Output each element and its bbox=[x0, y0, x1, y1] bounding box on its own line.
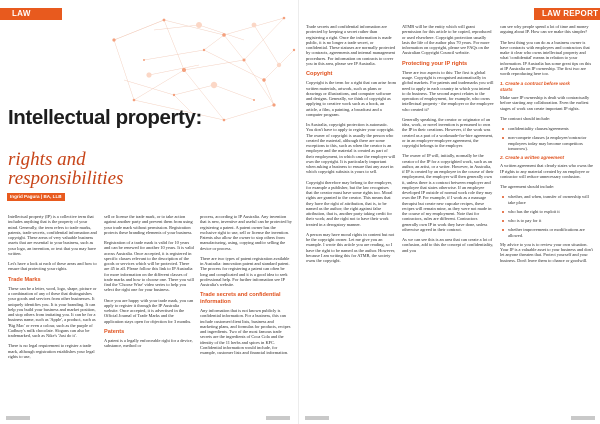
paragraph: There is no legal requirement to register a trade mark, although registration establishes your legal rights to use, bbox=[8, 343, 95, 359]
author-byline: Ingrid Pagura | BA, LLB bbox=[7, 193, 65, 201]
paragraph: In Australia, copyright protection is automatic. You don't have to apply to register your copyright. The owner of copyright is usually the person who created the material, although there are some exceptions to this, such as when the creator is an employee and the material is created as part of their employment, in which case the employer will own the copyright. It is particularly important when asking a business to ensure that any asset in which copyright subsists is yours to sell. bbox=[306, 122, 396, 175]
section-heading: Trade Marks bbox=[8, 276, 41, 283]
footer-mark bbox=[266, 416, 290, 420]
paragraph: Let's have a look at each of these areas and how to ensure that protecting your rights. bbox=[8, 261, 97, 272]
section-heading: Copyright bbox=[306, 71, 333, 77]
bullet-list bbox=[500, 126, 594, 151]
paragraph: Intellectual property (IP) is a collective term that includes anything that is the property of your mind. Generally, the term refers to trade marks, patents, trade secrets, confidential information and copyright. These areas of very valuable business assets that are essential to your business, such as your logo, an invention, or text that you may have written. bbox=[8, 214, 97, 256]
heading-line: information bbox=[200, 298, 231, 305]
article-title: Intellectual property: bbox=[8, 106, 202, 129]
right-page bbox=[301, 0, 600, 424]
paragraph: Registration of a trade mark is valid for 10 years and can be renewed for another 10 years. It is valid across Australia. Once accepted, it is registered in specific classes relevant to the description of the goods or services which will be protected. There are 45 in all. Please follow this link to IP Australia for more information on the different classes of trade marks and how to choose one. There you will find the 'Choose Wise' video series to help you select the right one for your business. bbox=[104, 240, 194, 293]
paragraph: The agreement should include: bbox=[500, 184, 555, 190]
column-3 bbox=[200, 214, 292, 360]
column-4 bbox=[306, 24, 396, 268]
list-item: non-compete clauses (a employee/contractor employees today may become competitors tomorrow). bbox=[500, 135, 594, 151]
paragraph: Once you are happy with your trade mark, you can apply to register it through the IP Australia website. Once accepted, it is advertised in the Official Journal of Trade Marks and the application stays open for objection for 3 months. bbox=[104, 297, 194, 324]
paragraph: Any information that is not known publicly is confidential information. For a business, this can include customer/client lists, business and marketing plans, and formulas for products, recipes and ingredients. Two of the most famous trade secrets are the ingredients of Coca Cola and the identity of the 11 herbs and spices in KFC. Confidential information would include, for example, customer lists and financial information. bbox=[200, 308, 291, 356]
paragraph: The best thing you can do as a business owner is have contracts with employees and contractors that make it clear who owns intellectual property and what 'confidential' means in relation to your information. IP Australia has some great tips on this at IP Australia on IP ownership. The first two are worth reproducing here too. bbox=[500, 39, 592, 76]
paragraph: Copyright is the term for a right that can arise from written materials, artwork, such as plans or drawings or illustrations, and computer software and designs. Generally, we think of copyright as applying to creative work such as a book, an article, a film, a painting, a broadcast and a computer program. bbox=[306, 80, 396, 117]
list-item: confidentiality clauses/agreements bbox=[500, 126, 594, 131]
list-item: whether, and when, transfer of ownership will take place bbox=[500, 194, 594, 205]
left-page bbox=[0, 0, 299, 424]
paragraph: Make sure IP ownership is dealt with contractually before starting any collaboration. Even the earliest stages of work can create important IP rights. bbox=[500, 95, 590, 111]
paragraph: There are two types of patent registration available in Australia: innovation patent and standard patent. The process for registering a patent can often be long and complicated and it is a good idea to seek professional help. For further information see IP Australia's website. bbox=[200, 255, 290, 287]
subsection-heading: 2. Create a written agreement bbox=[500, 155, 565, 161]
paragraph: process, according to IP Australia. Any invention that is new, inventive and useful can be protected by registering a patent. A patent owner has the exclusive right to use, sell or license the invention. Patents also allow the owner to stop others from manufacturing, using, copying and/or selling the device or process. bbox=[200, 214, 292, 251]
section-tag-left: LAW REPORT bbox=[0, 8, 62, 20]
section-heading: Protecting your IP rights bbox=[402, 60, 468, 67]
paragraph: ATMB will be the entity which will grant permission for this article to be copied, reproduced or used elsewhere. Copyright protection usually lasts the life of the author plus 70 years. For more information on copyright, please see FAQs on the Australian Copyright Council website. bbox=[402, 24, 492, 56]
section-heading: Patents bbox=[104, 328, 125, 335]
paragraph: The contract should include: bbox=[500, 115, 551, 121]
list-item: who is to pay for it bbox=[500, 218, 594, 223]
subtitle-line: rights and bbox=[8, 149, 86, 170]
list-item: whether improvements or modifications are allowed. bbox=[500, 227, 594, 238]
paragraph: As we can see this is an area that can create a lot of confusion, add to this the concept of confidentiality, and you bbox=[402, 237, 494, 253]
list-item: who has the right to exploit it bbox=[500, 209, 594, 214]
paragraph: A patent is a legally enforceable right for a device, substance, method or bbox=[104, 338, 193, 349]
article-subtitle bbox=[8, 150, 208, 188]
heading-line: 1. Create a contract before work bbox=[500, 81, 570, 87]
paragraph: There are two aspects to this: The first is global usage. Copyright is recognised automatically in global markets. For patents and trademarks you will need to apply in each country in which you intend to do business. The second aspect relates to the operation of employment, for example, who owns intellectual property - the employer or the employee who created it? bbox=[402, 69, 494, 112]
column-1 bbox=[8, 214, 98, 364]
paragraph: Copyright therefore may belong to the employer, for example a publisher, but the law recognises that the creator must have some rights too. Moral rights are granted to the creator. This means that they have the right of attribution, that is, to be named as the author; the right against false attribution, that is, another party taking credit for their work; and the right not to have their work treated in a derogatory manner. bbox=[306, 179, 393, 227]
paragraph: These can be a letter, word, logo, shape, picture or a combination of any of these that distinguishes your goods and services from other businesses. It uniquely identifies you. It is your branding. It can help you build your business and market position, and stop others from imitating you. It can be for a business name, such as 'Apple', a product, such as 'Big Mac' or even a colour, such as the purple of Cadbury's milk chocolate. Slogans can also be trademarked, such as Nike's 'Just do it'. bbox=[8, 285, 97, 339]
paragraph: A person may have moral rights in content but not be the copyright owner. Let me give you an example. I wrote this article you are reading, so I have the right to be named as the author. However, because I am writing this for ATMB, the society owns the copyright. bbox=[306, 231, 396, 264]
footer-mark bbox=[571, 416, 595, 420]
paragraph: can see why people spend a lot of time and money arguing about IP. How can we make this simpler? bbox=[500, 24, 589, 35]
footer-mark bbox=[305, 416, 329, 420]
paragraph: Generally speaking, the creator or originator of an idea, work, or novel invention is presumed to own the IP in their creations. However, if the work was created as a part of a workmade-for-hire agreement, or in an employer-employee agreement, the copyright belongs to the employer. bbox=[402, 116, 494, 149]
paragraph: My advice to you is to review your own situation. Your IP is a valuable asset to your business and don't let anyone threaten that. Protect yourself and your business. Don't leave them to chance or goodwill. bbox=[500, 241, 593, 263]
column-6 bbox=[500, 24, 594, 268]
paragraph: Trade secrets and confidential information are protected by keeping a secret rather than registering a right. Once the information is made public, it is no longer a trade secret, or confidential. These statuses are normally protected by contracts, agreements and internal management procedures. For information on contracts to cover you in this area, please see IP Australia. bbox=[306, 24, 396, 66]
paragraph: sell or license the trade mark, or to take action against another party and prevent them from using your trade mark without permission. Registration protects these branding elements of your business. bbox=[104, 214, 193, 235]
subsection-heading bbox=[500, 81, 594, 92]
footer-mark bbox=[6, 416, 30, 420]
paragraph: A written agreement that clearly states who owns the IP rights to any material created by an employee or contractor will reduce unnecessary confusion. bbox=[500, 163, 593, 179]
section-tag-right: LAW REPORT bbox=[534, 8, 600, 20]
column-2 bbox=[104, 214, 194, 354]
heading-line: starts bbox=[500, 86, 513, 92]
paragraph: The owner of IP will, initially, normally be the creator of the IP for a copyrighted work, such as an author, an artist, or a writer. However, in Australia, if IP is created by an employee in the course of their employment, the employer will then generally own it, unless there is a contract between employer and employee that states otherwise. If an employee developed IP outside of normal work role they may own the IP. For example, if I work as a massage therapist but create new cupcake recipes, these recipes will remain mine, as they were not made in the course of my employment. Note that for contractors, rules are different. Contractors generally own IP in work they have done, unless otherwise agreed in their contract. bbox=[402, 153, 494, 232]
bullet-list bbox=[500, 194, 594, 238]
subtitle-line: responsibilities bbox=[8, 168, 124, 189]
column-5 bbox=[402, 24, 494, 258]
section-heading bbox=[200, 292, 292, 305]
heading-line: Trade secrets and confidential bbox=[200, 292, 281, 299]
